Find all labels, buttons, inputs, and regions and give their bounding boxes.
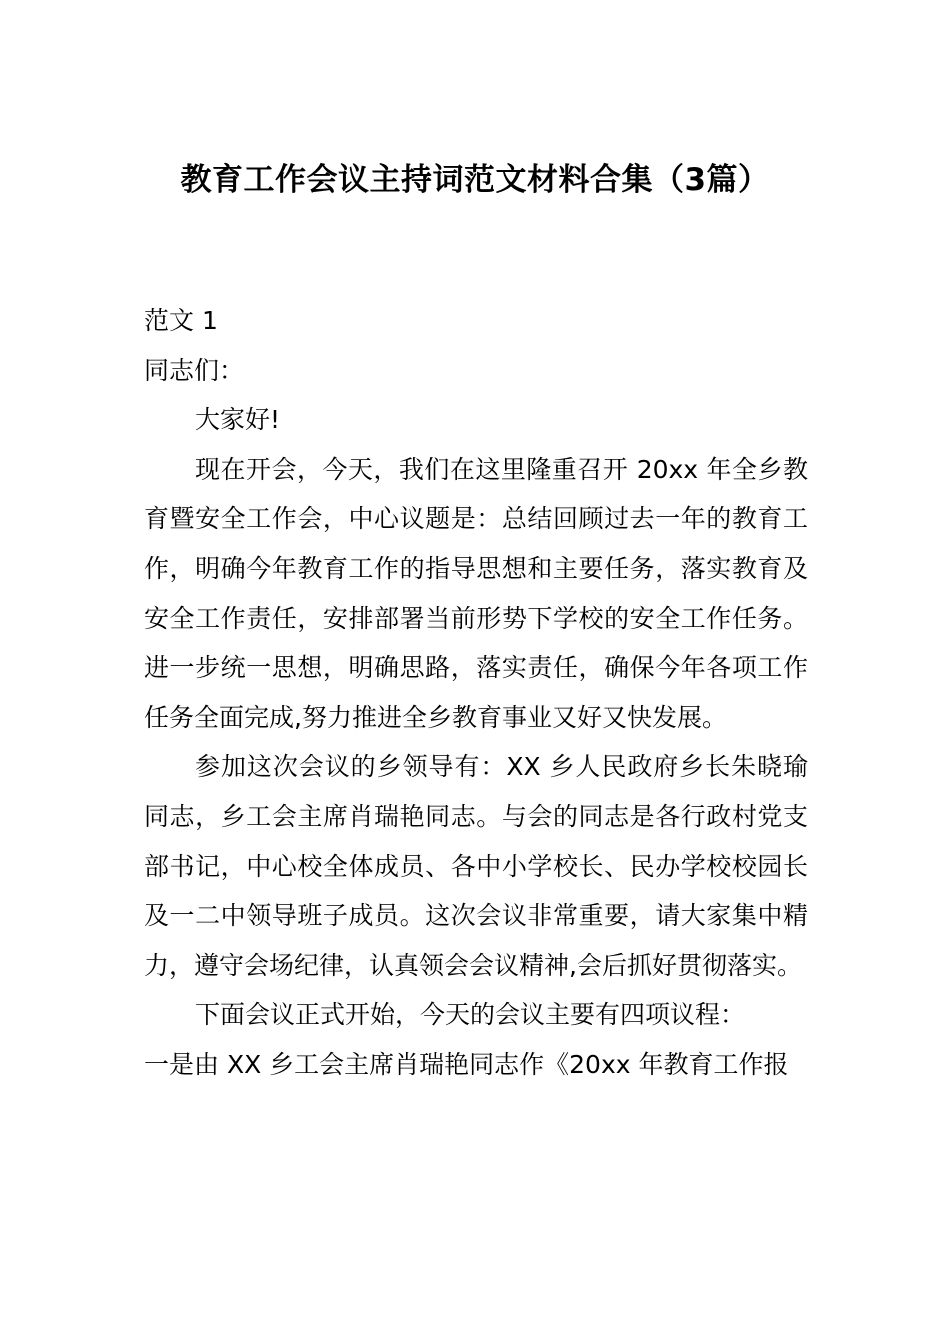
- document-title: 教育工作会议主持词范文材料合集（3篇）: [180, 162, 770, 198]
- paragraph-opening: 现在开会，今天，我们在这里隆重召开 20xx 年全乡教育暨安全工作会，中心议题是：总结回顾过去一年的教育工作，明确今年教育工作的指导思想和主要任务，落实教育及安全工作责任，安排部署当前形势下学校的安全工作任务。进一步统一思想，明确思路，落实责任，确保今年各项工作任务全面完成,努力推进全乡教育事业又好又快发展。: [144, 454, 808, 732]
- agenda-item-1: 一是由 XX 乡工会主席肖瑞艳同志作《20xx 年教育工作报: [144, 1049, 789, 1079]
- paragraph-greeting: 大家好!: [195, 405, 281, 435]
- paragraph-attendees: 参加这次会议的乡领导有：XX 乡人民政府乡长朱晓瑜同志，乡工会主席肖瑞艳同志。与会的同志是各行政村党支部书记，中心校全体成员、各中小学校长、民办学校校园长及一二中领导班子成员。这次会议非常重要，请大家集中精力，遵守会场纪律，认真领会会议精神,会后抓好贯彻落实。: [144, 752, 808, 980]
- paragraph-agenda-intro: 下面会议正式开始，今天的会议主要有四项议程：: [195, 1000, 746, 1030]
- document-body: [144, 296, 808, 1090]
- salutation: 同志们：: [144, 355, 245, 385]
- section-label: 范文 1: [144, 306, 218, 335]
